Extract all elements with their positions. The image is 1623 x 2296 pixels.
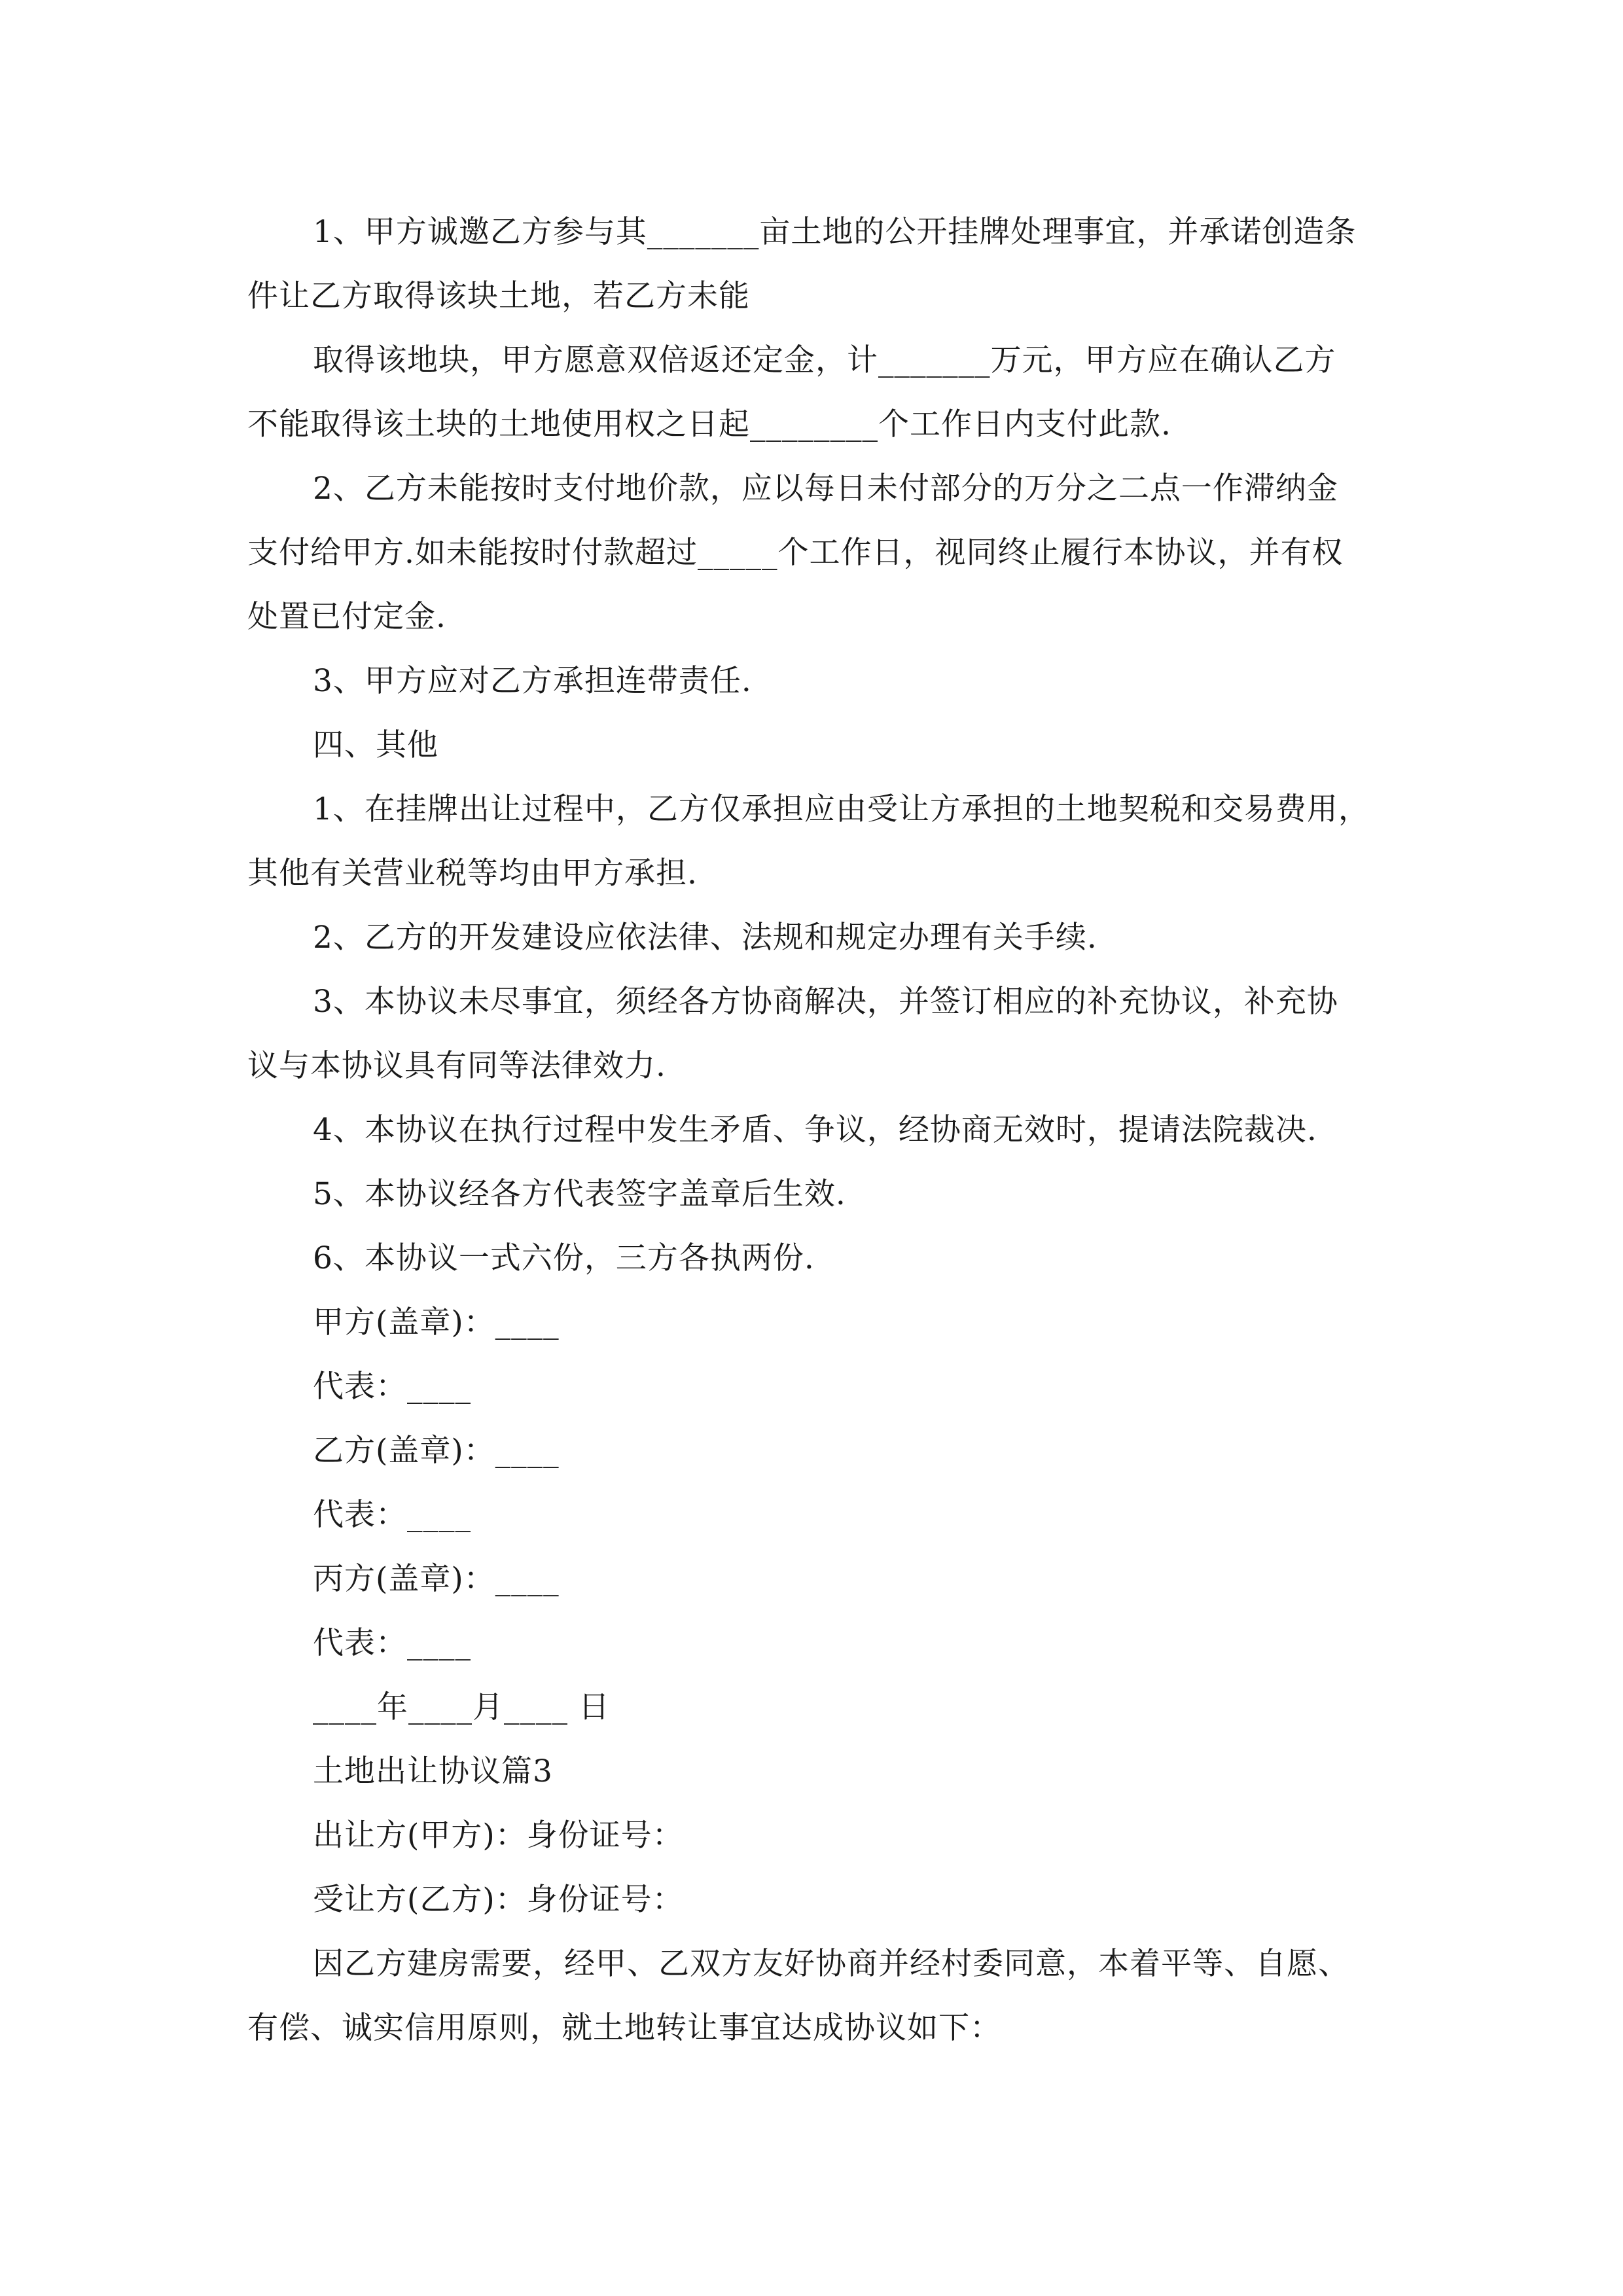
text-line: 议与本协议具有同等法律效力. <box>247 1048 666 1084</box>
text-line: 3、本协议未尽事宜，须经各方协商解决，并签订相应的补充协议，补充协 <box>313 984 1338 1020</box>
signature-line-party-b: 乙方(盖章)：____ <box>313 1433 560 1469</box>
document-body <box>247 200 1380 2060</box>
party-b-line: 受让方(乙方)：身份证号： <box>313 1882 684 1918</box>
signature-line-representative: 代表：____ <box>313 1625 471 1661</box>
text-line: 2、乙方未能按时支付地价款，应以每日未付部分的万分之二点一作滞纳金 <box>313 471 1338 507</box>
party-a-line: 出让方(甲方)：身份证号： <box>313 1818 684 1854</box>
date-line: ____年____月____ 日 <box>313 1689 610 1725</box>
document-subtitle: 土地出让协议篇3 <box>313 1753 553 1789</box>
signature-line-representative: 代表：____ <box>313 1369 471 1405</box>
text-line: 3、甲方应对乙方承担连带责任. <box>313 663 752 699</box>
text-line: 因乙方建房需要，经甲、乙双方友好协商并经村委同意，本着平等、自愿、 <box>313 1946 1349 1982</box>
text-line: 2、乙方的开发建设应依法律、法规和规定办理有关手续. <box>313 920 1097 956</box>
text-line: 5、本协议经各方代表签字盖章后生效. <box>313 1176 846 1212</box>
signature-line-party-c: 丙方(盖章)：____ <box>313 1561 560 1597</box>
section-heading: 四、其他 <box>313 727 438 763</box>
text-line: 处置已付定金. <box>247 599 446 635</box>
signature-line-party-a: 甲方(盖章)：____ <box>313 1304 560 1340</box>
text-line: 取得该地块，甲方愿意双倍返还定金，计_______万元，甲方应在确认乙方 <box>313 342 1336 378</box>
text-line: 1、在挂牌出让过程中，乙方仅承担应由受让方承担的土地契税和交易费用， <box>313 791 1370 827</box>
text-line: 其他有关营业税等均由甲方承担. <box>247 855 698 891</box>
text-line: 支付给甲方.如未能按时付款超过_____个工作日，视同终止履行本协议，并有权 <box>247 535 1344 571</box>
text-line: 6、本协议一式六份，三方各执两份. <box>313 1240 815 1276</box>
text-line: 有偿、诚实信用原则，就土地转让事宜达成协议如下： <box>247 2010 1001 2046</box>
signature-line-representative: 代表：____ <box>313 1497 471 1533</box>
text-line: 1、甲方诚邀乙方参与其_______亩土地的公开挂牌处理事宜，并承诺创造条 <box>313 214 1357 250</box>
text-line: 件让乙方取得该块土地，若乙方未能 <box>247 278 750 314</box>
text-line: 不能取得该土块的土地使用权之日起________个工作日内支付此款. <box>247 406 1171 442</box>
text-line: 4、本协议在执行过程中发生矛盾、争议，经协商无效时，提请法院裁决. <box>313 1112 1317 1148</box>
